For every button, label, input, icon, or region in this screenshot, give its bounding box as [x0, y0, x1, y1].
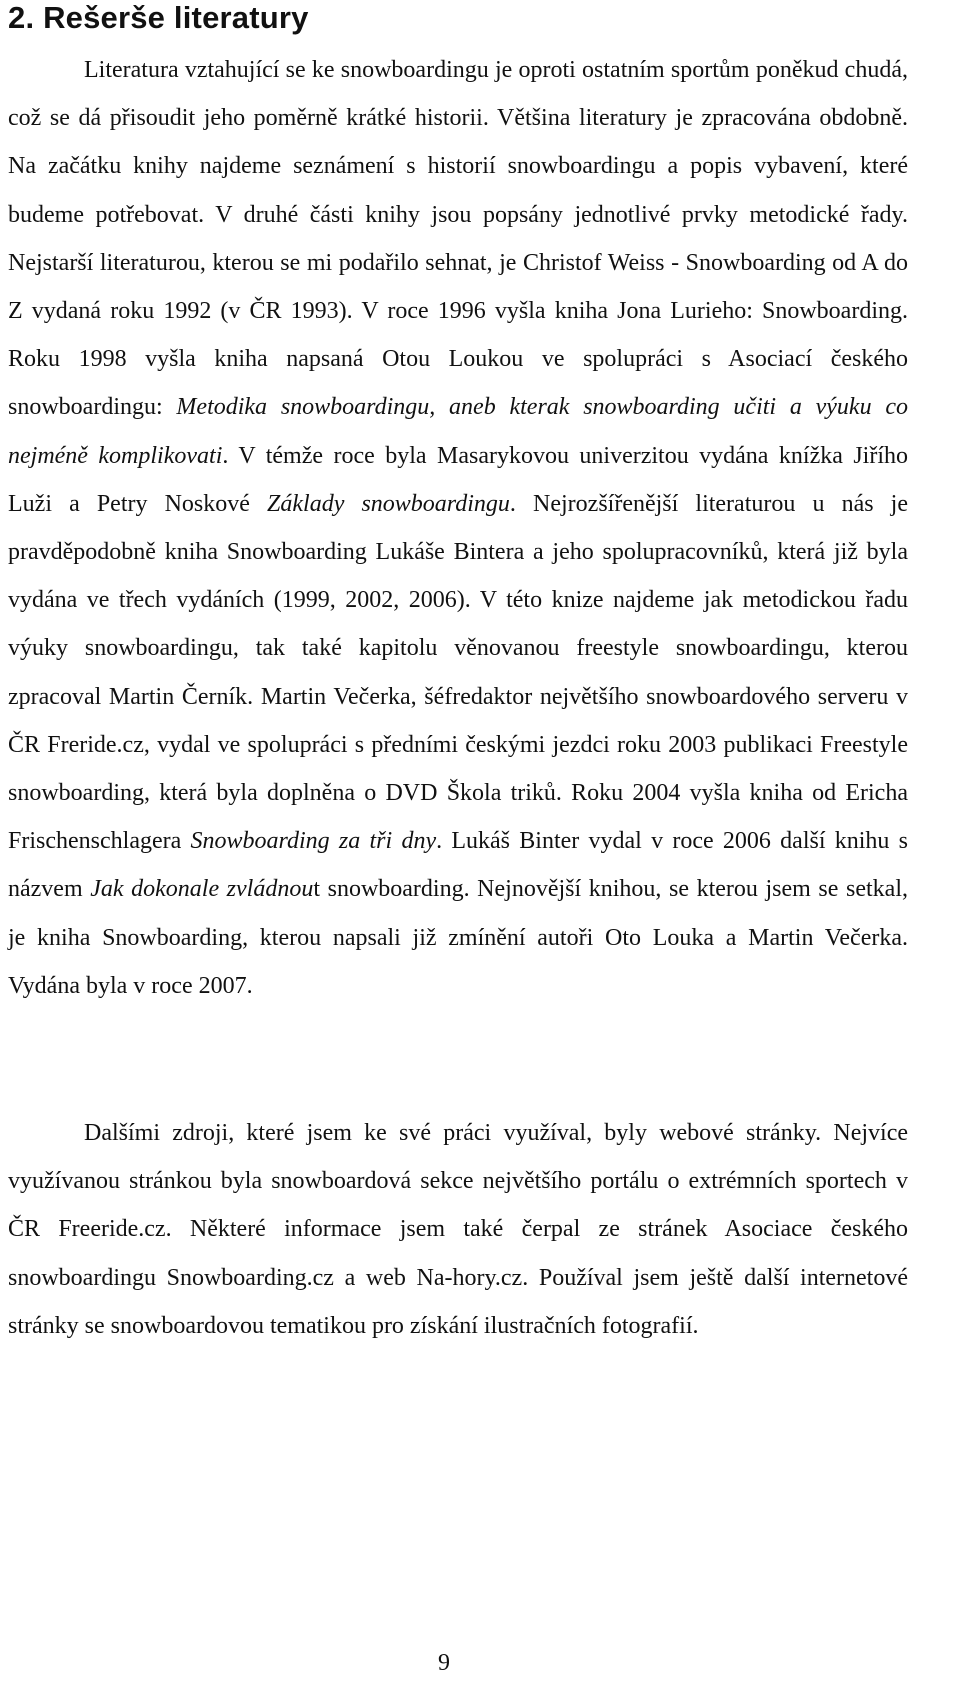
text-run: . Lukáš Binter vydal v roce 2006 další knihu s názvem [8, 828, 909, 903]
book-title-zaklady: Základy snowboardingu [267, 490, 510, 517]
text-run: t snowboarding. Nejnovější knihou, se kterou jsem se setkal, je kniha Snowboarding, kterou napsali již zmínění autoři Oto Louka a Martin Večerka. Vydána byla v roce 2007. [8, 876, 908, 999]
section-heading: 2. Rešerše literatury [8, 0, 309, 35]
text-run: Literatura vztahující se ke snowboardingu je oproti ostatním sportům poněkud chudá, což se dá přisoudit jeho poměrně krátké historii. Většina literatury je zpracována obdobně. Na začátku knihy najdeme seznámení s historií snowboardingu a popis vybavení, které budeme potřebovat. V druhé části knihy jsou popsány jednotlivé prvky metodické řady. Nejstarší literaturou, kterou se mi podařilo sehnat, je Christof Weiss - Snowboarding od A do Z vydaná roku 1992 (v ČR 1993). V roce 1996 vyšla kniha Jona Lurieho: Snowboarding. Roku 1998 vyšla kniha napsaná Otou Loukou ve spolupráci s Asociací českého snowboardingu: [8, 57, 908, 421]
book-title-jak-dokonale: Jak dokonale zvládnou [90, 876, 314, 903]
text-run: . Nejrozšířenější literaturou u nás je pravděpodobně kniha Snowboarding Lukáše Bintera a jeho spolupracovníků, která již byla vydána ve třech vydáních (1999, 2002, 2006). V této knize najdeme jak metodickou řadu výuky snowboardingu, tak také kapitolu věnovanou freestyle snowboardingu, kterou zpracoval Martin Černík. Martin Večerka, šéfredaktor největšího snowboardového serveru v ČR Freride.cz, vydal ve spolupráci s předními českými jezdci roku 2003 publikaci Freestyle snowboarding, která byla doplněna o DVD Škola triků. Roku 2004 vyšla kniha od Ericha Frischenschlagera [8, 490, 908, 855]
book-title-za-tri-dny: Snowboarding za tři dny [190, 828, 437, 855]
paragraph-web-sources: Dalšími zdroji, které jsem ke své práci využíval, byly webové stránky. Nejvíce využívanou stránkou byla snowboardová sekce největšího portálu o extrémních sportech v ČR Freeride.cz. Některé informace jsem také čerpal ze stránek Asociace českého snowboardingu Snowboarding.cz a web Na-hory.cz. Používal jsem ještě další internetové stránky se snowboardovou tematikou pro získání ilustračních fotografií. [8, 1120, 908, 1339]
book-title-metodika: Metodika snowboardingu, aneb kterak snowboarding učiti a výuku co nejméně komplikovati [8, 394, 908, 469]
page-number: 9 [438, 1650, 450, 1676]
text-run: . V témže roce byla Masarykovou univerzitou vydána knížka Jiřího Luži a Petry Noskové [8, 442, 908, 517]
paragraph-literature-overview [8, 46, 908, 1010]
